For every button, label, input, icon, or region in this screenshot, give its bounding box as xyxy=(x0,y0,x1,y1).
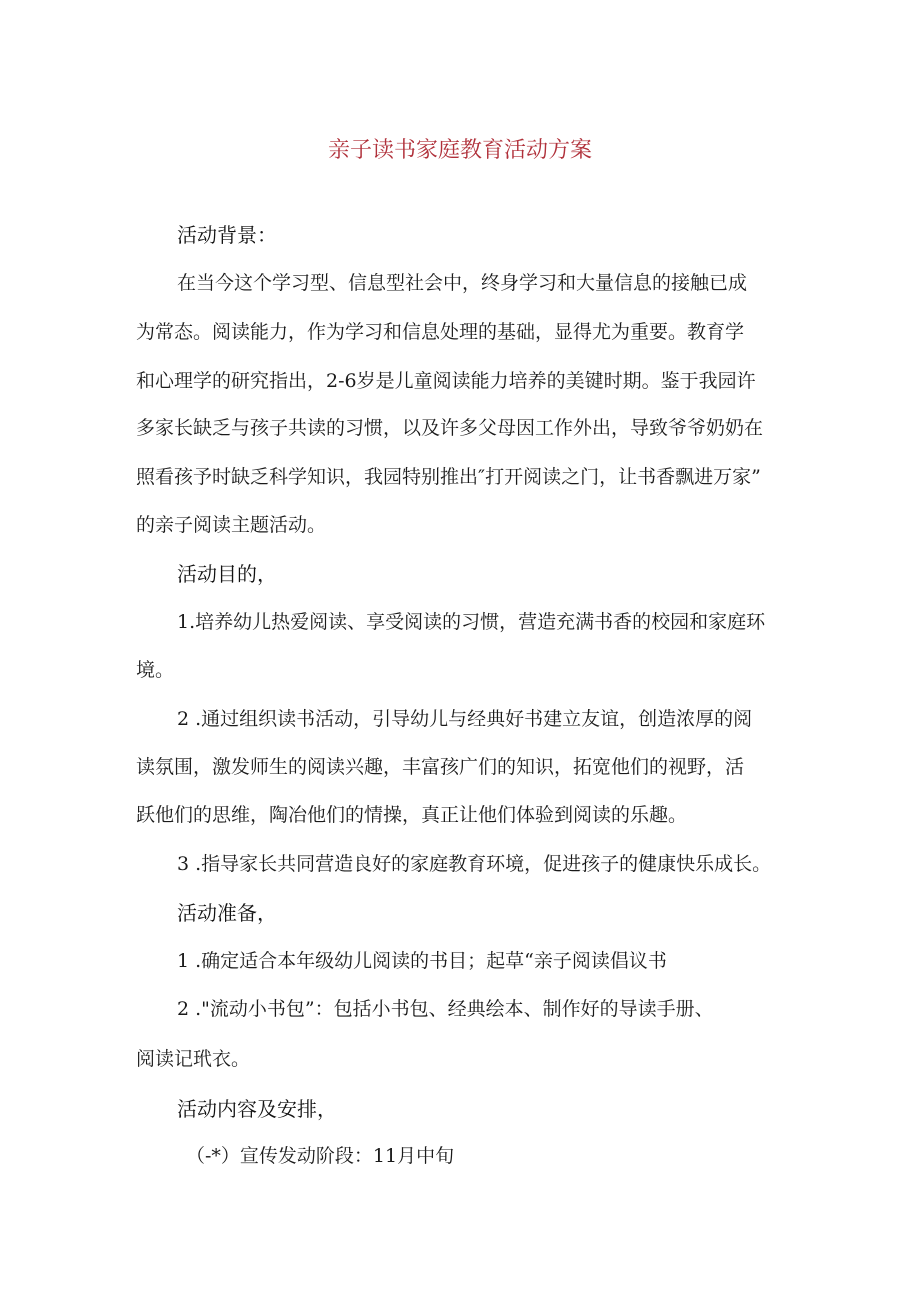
paragraph-line: 跃他们的思维，陶冶他们的情操，真正让他们体验到阅读的乐趣。 xyxy=(136,804,688,826)
paragraph-line: 2 .通过组织读书活动，引导幼儿与经典好书建立友谊，创造浓厚的阅 xyxy=(177,708,753,730)
paragraph-line: 多家长缺乏与孩子共读的习惯，以及许多父母因工作外出，导致爷爷奶奶在 xyxy=(136,417,764,439)
paragraph-line: 照看孩予时缺乏科学知识，我园特别推出″打开阅读之门，让书香飘进万家” xyxy=(136,466,761,488)
paragraph-line: 境。 xyxy=(136,659,175,681)
paragraph-line: 为常态。阅读能力，作为学习和信息处理的基础，显得尤为重要。教育学 xyxy=(136,321,745,343)
paragraph-line: 1.培养幼儿热爱阅读、享受阅读的习惯，营造充满书香的校园和家庭环 xyxy=(177,611,766,633)
paragraph-line: 的亲子阅读主题活动。 xyxy=(136,514,327,536)
document-title: 亲子读书家庭教育活动方案 xyxy=(327,138,592,163)
section-heading-background: 活动背景： xyxy=(177,223,277,247)
paragraph-line: 2 ."流动小书包”：包括小书包、经典绘本、制作好的导读手册、 xyxy=(177,998,714,1020)
paragraph-line: 在当今这个学习型、信息型社会中，终身学习和大量信息的接触已成 xyxy=(177,272,748,294)
paragraph-line: 1 .确定适合本年级幼儿阅读的书目；起草“亲子阅读倡议书 xyxy=(177,950,667,972)
paragraph-line: 读氛围，激发师生的阅读兴趣，丰富孩广们的知识，拓宽他们的视野，活 xyxy=(136,756,745,778)
paragraph-line: 3 .指导家长共同营造良好的家庭教育环境，促进孩子的健康快乐成长。 xyxy=(177,853,772,875)
paragraph-line: （-*）宣传发动阶段：11月中旬 xyxy=(186,1145,455,1167)
section-heading-preparation: 活动准备， xyxy=(177,901,277,925)
section-heading-arrangement: 活动内容及安排， xyxy=(177,1097,337,1121)
section-heading-goals: 活动目的， xyxy=(177,562,277,586)
paragraph-line: 和心理学的研究指出，2-6岁是儿童阅读能力培养的美键时期。鉴于我园许 xyxy=(136,370,756,392)
paragraph-line: 阅读记玳衣。 xyxy=(136,1048,251,1070)
